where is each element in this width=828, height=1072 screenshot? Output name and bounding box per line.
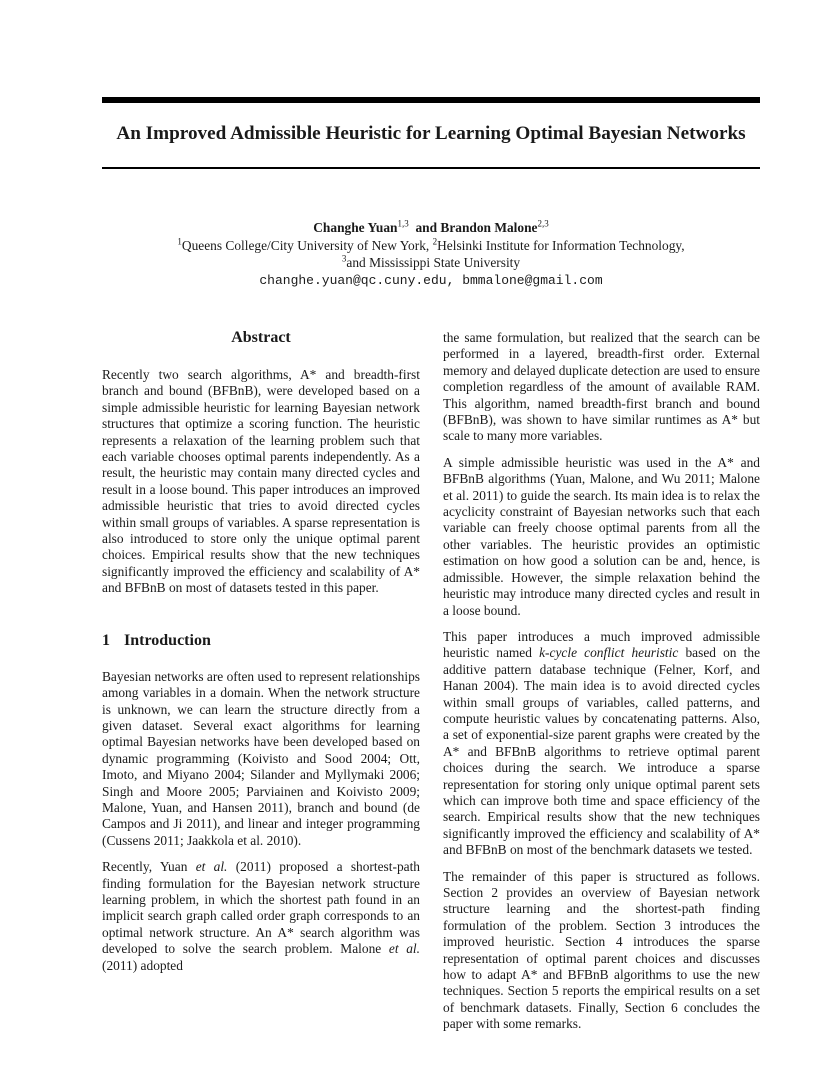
- bottom-rule: [102, 167, 760, 169]
- affiliation-marker: 1: [177, 236, 182, 247]
- text-run: Recently, Yuan: [102, 859, 196, 875]
- author-affiliation-marker: 2,3: [537, 218, 549, 229]
- abstract-body: Recently two search algorithms, A* and breadth-first branch and bound (BFBnB), were developed based on a simple admissible heuristic for learning Bayesian network structures that optimize a scoring function. The heuristic represents a relaxation of the learning problem such that each variable chooses optimal parents independently. As a result, the heuristic may contain many directed cycles and result in a loose bound. This paper introduces an improved admissible heuristic that tries to avoid directed cycles within small groups of variables. A sparse representation is also introduced to store only the unique optimal parent choices. Empirical results show that the new techniques significantly improved the efficiency and scalability of A* and BFBnB on most of datasets tested in this paper.: [102, 367, 420, 596]
- affiliation-line: [102, 254, 760, 272]
- abstract-heading: Abstract: [231, 329, 291, 346]
- affiliation: Helsinki Institute for Information Technology,: [437, 237, 685, 253]
- affiliation: Queens College/City University of New York,: [181, 237, 430, 253]
- section-number: 1: [102, 631, 110, 649]
- author-emails: changhe.yuan@qc.cuny.edu, bmmalone@gmail.com: [259, 272, 603, 288]
- emphasis: et al.: [388, 941, 420, 957]
- paper-title: An Improved Admissible Heuristic for Learning Optimal Bayesian Networks: [116, 123, 746, 144]
- affiliation-marker: 3: [341, 253, 347, 264]
- affiliation-marker: 2: [432, 236, 438, 247]
- text-run: This paper introduces a much improved admissible heuristic named: [443, 628, 760, 661]
- author-affiliation-marker: 1,3: [397, 218, 409, 229]
- author-block: [102, 219, 760, 289]
- top-rule: [102, 97, 760, 103]
- affiliation: and Mississippi State University: [346, 255, 521, 270]
- emphasis: k-cycle conflict heuristic: [539, 645, 679, 661]
- paragraph: The remainder of this paper is structured as follows. Section 2 provides an overview of Bayesian network structure learning and the shortest-path finding formulation of the problem. Section 3 introduces the improved heuristic. Section 4 introduces the sparse representation of optimal parent choices and discusses how to adapt A* and BFBnB algorithms to use the new techniques. Section 5 reports the empirical results on a set of benchmark datasets. Finally, Section 6 concludes the paper with some remarks.: [443, 868, 760, 1032]
- text-run: (2011) proposed a shortest-path finding formulation for the Bayesian network structure learning problem, in which the shortest path found in an implicit search graph called order graph corresponds to an optimal network structure. An A* search algorithm was developed to solve the search problem. Malone: [102, 859, 421, 957]
- author-names: [102, 219, 760, 237]
- emphasis: et al.: [195, 859, 228, 875]
- paragraph: A simple admissible heuristic was used in the A* and BFBnB algorithms (Yuan, Malone, and Wu 2011; Malone et al. 2011) to guide the search. Its main idea is to relax the acyclicity constraint of Bayesian networks such that each variable can freely choose optimal parents from all the other variables. The heuristic provides an optimistic estimation on how good a solution can be and, hence, is admissible. However, the simple relaxation behind the heuristic may introduce many directed cycles and result in a loose bound.: [443, 454, 760, 618]
- paragraph: Bayesian networks are often used to represent relationships among variables in a domain. When the network structure is unknown, we can learn the structure directly from a given dataset. Several exact algorithms for learning optimal Bayesian networks have been developed based on dynamic programming (Koivisto and Sood 2004; Ott, Imoto, and Miyano 2004; Silander and Myllymaki 2006; Singh and Moore 2005; Parviainen and Koivisto 2009; Malone, Yuan, and Hansen 2011), branch and bound (de Campos and Ji 2011), and linear and integer programming (Cussens 2011; Jaakkola et al. 2010).: [102, 668, 420, 848]
- paragraph: [102, 859, 420, 974]
- section-heading-introduction: [102, 631, 420, 651]
- paragraph: [443, 629, 760, 859]
- author-name: Brandon Malone: [440, 220, 538, 235]
- affiliation-line: [102, 237, 760, 255]
- text-run: (2011) adopted: [102, 957, 183, 973]
- section-title: Introduction: [124, 631, 211, 649]
- text-run: based on the additive pattern database technique (Felner, Korf, and Hanan 2004). The main idea is to avoid directed cycles within small groups of variables, called patterns, and compute heuristic values by concatenating patterns. Also, a set of exponential-size parent graphs were created by the A* and BFBnB algorithms to retrieve optimal parent choices during the search. We introduce a sparse representation for storing only unique optimal parent sets which can improve both time and space efficiency of the search. Empirical results show that the new techniques significantly improved the efficiency and scalability of A* and BFBnB on most of the benchmark datasets we tested.: [443, 645, 761, 858]
- author-conjunction: and: [415, 220, 438, 235]
- right-column: [443, 330, 760, 1043]
- author-name: Changhe Yuan: [313, 220, 398, 235]
- left-column: [102, 328, 420, 984]
- paragraph: the same formulation, but realized that the search can be performed in a layered, breadth-first order. External memory and delayed duplicate detection are used to ensure completion regardless of the amount of available RAM. This algorithm, named breadth-first branch and bound (BFBnB), was shown to have similar runtimes as A* but scale to many more variables.: [443, 330, 760, 444]
